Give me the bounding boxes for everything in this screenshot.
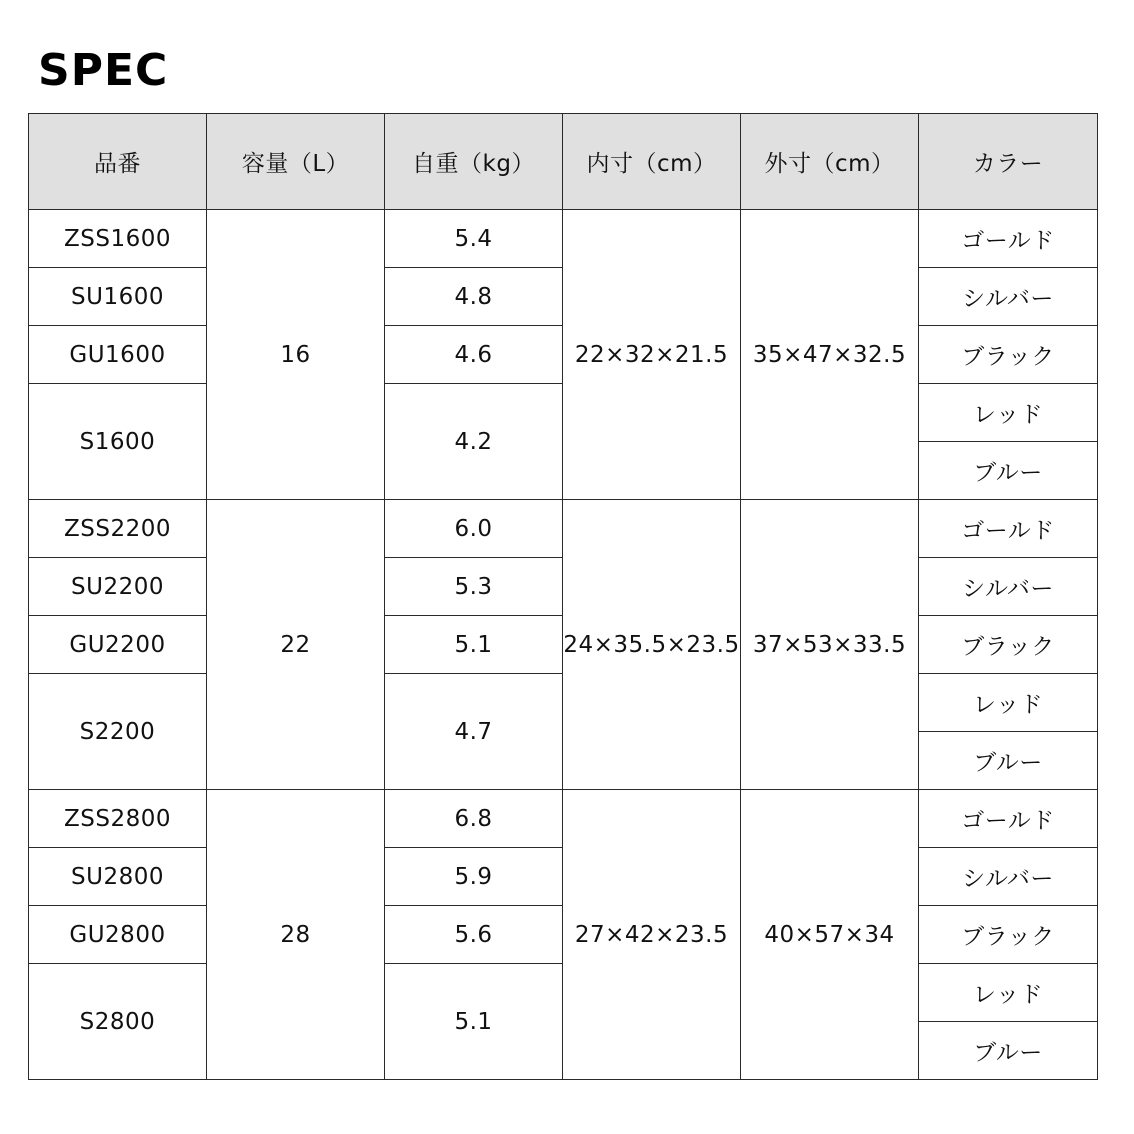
color-cell: ゴールド — [919, 790, 1098, 848]
color-cell: ブルー — [919, 732, 1098, 790]
color-cell: ブラック — [919, 326, 1098, 384]
header-weight: 自重（kg） — [385, 114, 563, 210]
weight-cell: 4.8 — [385, 268, 563, 326]
capacity-cell: 28 — [207, 790, 385, 1080]
header-capacity: 容量（L） — [207, 114, 385, 210]
weight-cell: 5.1 — [385, 616, 563, 674]
weight-cell: 6.8 — [385, 790, 563, 848]
table-row — [29, 790, 1098, 848]
color-cell: ブラック — [919, 616, 1098, 674]
color-cell: ゴールド — [919, 210, 1098, 268]
model-code: GU2800 — [29, 906, 207, 964]
outer-size-cell: 35×47×32.5 — [741, 210, 919, 500]
model-code: SU2200 — [29, 558, 207, 616]
header-outer-size: 外寸（cm） — [741, 114, 919, 210]
model-code: ZSS1600 — [29, 210, 207, 268]
weight-cell: 4.7 — [385, 674, 563, 790]
page-title: SPEC — [38, 45, 169, 96]
inner-size-cell: 24×35.5×23.5 — [563, 500, 741, 790]
header-color: カラー — [919, 114, 1098, 210]
color-cell: レッド — [919, 384, 1098, 442]
model-code: S2200 — [29, 674, 207, 790]
table-row — [29, 210, 1098, 268]
weight-cell: 6.0 — [385, 500, 563, 558]
weight-cell: 5.1 — [385, 964, 563, 1080]
table-row — [29, 500, 1098, 558]
weight-cell: 4.2 — [385, 384, 563, 500]
model-code: GU1600 — [29, 326, 207, 384]
color-cell: ブルー — [919, 1022, 1098, 1080]
outer-size-cell: 40×57×34 — [741, 790, 919, 1080]
model-code: S1600 — [29, 384, 207, 500]
model-code: S2800 — [29, 964, 207, 1080]
color-cell: ブラック — [919, 906, 1098, 964]
weight-cell: 5.3 — [385, 558, 563, 616]
header-model: 品番 — [29, 114, 207, 210]
color-cell: レッド — [919, 964, 1098, 1022]
inner-size-cell: 27×42×23.5 — [563, 790, 741, 1080]
inner-size-cell: 22×32×21.5 — [563, 210, 741, 500]
color-cell: ブルー — [919, 442, 1098, 500]
outer-size-cell: 37×53×33.5 — [741, 500, 919, 790]
model-code: SU1600 — [29, 268, 207, 326]
capacity-cell: 16 — [207, 210, 385, 500]
spec-table — [28, 113, 1098, 1080]
color-cell: レッド — [919, 674, 1098, 732]
model-code: GU2200 — [29, 616, 207, 674]
color-cell: シルバー — [919, 558, 1098, 616]
header-inner-size: 内寸（cm） — [563, 114, 741, 210]
model-code: ZSS2200 — [29, 500, 207, 558]
color-cell: ゴールド — [919, 500, 1098, 558]
weight-cell: 5.9 — [385, 848, 563, 906]
header-row — [29, 114, 1098, 210]
color-cell: シルバー — [919, 848, 1098, 906]
weight-cell: 5.6 — [385, 906, 563, 964]
capacity-cell: 22 — [207, 500, 385, 790]
color-cell: シルバー — [919, 268, 1098, 326]
model-code: SU2800 — [29, 848, 207, 906]
weight-cell: 5.4 — [385, 210, 563, 268]
model-code: ZSS2800 — [29, 790, 207, 848]
weight-cell: 4.6 — [385, 326, 563, 384]
